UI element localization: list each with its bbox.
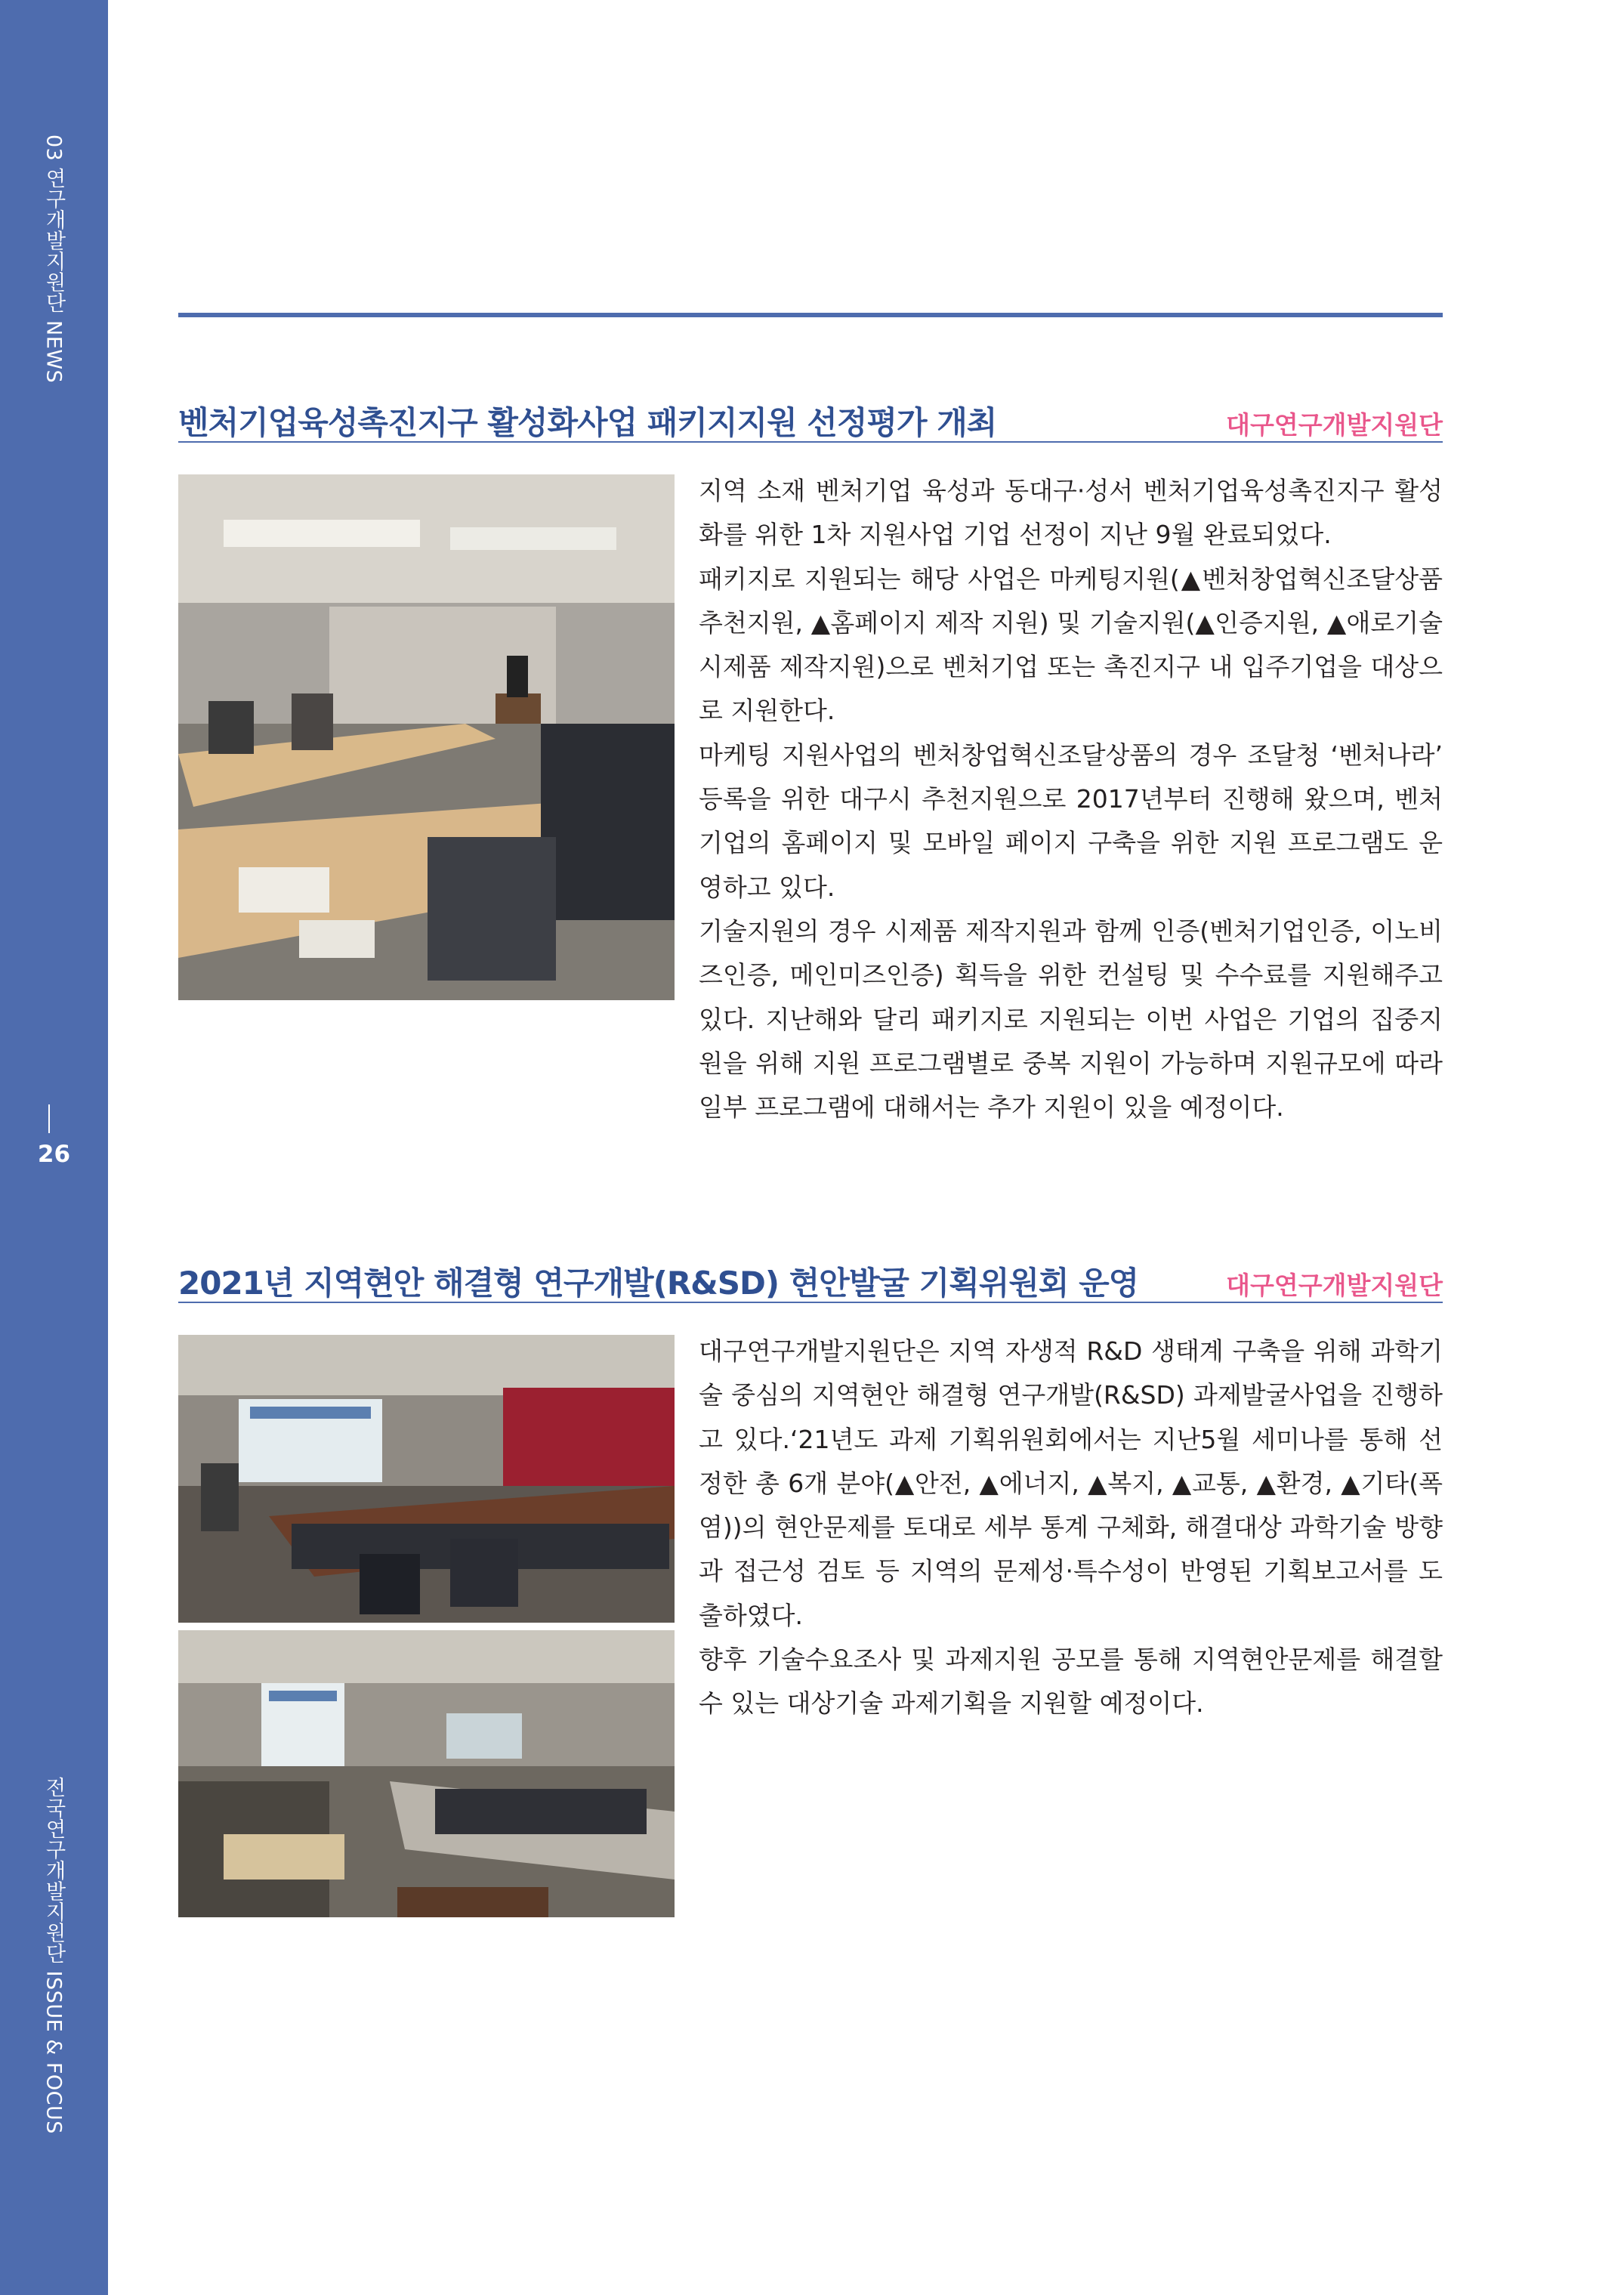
section-1-org: 대구연구개발지원단 xyxy=(1226,410,1443,440)
section-2-paragraph: 향후 기술수요조사 및 과제지원 공모를 통해 지역현안문제를 해결할 수 있는 대상기술 과제기획을 지원할 예정이다. xyxy=(699,1645,1443,1719)
sidebar xyxy=(0,0,108,2295)
section-1-paragraph: 기술지원의 경우 시제품 제작지원과 함께 인증(벤처기업인증, 이노비즈인증, 메인미즈인증) 획득을 위한 컨설팅 및 수수료를 지원해주고 있다. 지난해와 달리 패키지로 지원되는 이번 사업은 기업의 집중지원을 위해 지원 프로그램별로 중복 지원이 가능하며 지원규모에 따라 일부 프로그램에 대해서는 추가 지원이 있을 예정이다. xyxy=(699,916,1443,1123)
section-1-title-rule xyxy=(178,441,1443,443)
section-1-paragraph: 마케팅 지원사업의 벤처창업혁신조달상품의 경우 조달청 ‘벤처나라’ 등록을 위한 대구시 추천지원으로 2017년부터 진행해 왔으며, 벤처기업의 홈페이지 및 모바일 페이지 구축을 위한 지원 프로그램도 운영하고 있다. xyxy=(699,740,1443,902)
page-number: 26 xyxy=(37,1141,71,1168)
top-divider xyxy=(178,313,1443,317)
section-1-body xyxy=(699,469,1443,1129)
section-1-title: 벤처기업육성촉진지구 활성화사업 패키지지원 선정평가 개최 xyxy=(178,404,997,441)
sidebar-publication-label: 전국연구개발지원단 ISSUE & FOCUS xyxy=(42,1777,66,2134)
section-2-title: 2021년 지역현안 해결형 연구개발(R&SD) 현안발굴 기획위원회 운영 xyxy=(178,1265,1139,1302)
section-2-body xyxy=(699,1330,1443,1726)
sidebar-section-label: 03 연구개발지원단 NEWS xyxy=(42,134,66,384)
section-2-org: 대구연구개발지원단 xyxy=(1226,1271,1443,1300)
section-2-title-rule xyxy=(178,1302,1443,1303)
page-number-tick xyxy=(48,1104,50,1133)
section-2-photo-1 xyxy=(178,1335,675,1623)
section-1-paragraph: 패키지로 지원되는 해당 사업은 마케팅지원(▲벤처창업혁신조달상품 추천지원, ▲홈페이지 제작 지원) 및 기술지원(▲인증지원, ▲애로기술 시제품 제작지원)으로 벤처기업 또는 촉진지구 내 입주기업을 대상으로 지원한다. xyxy=(699,564,1443,726)
section-1-paragraph: 지역 소재 벤처기업 육성과 동대구·성서 벤처기업육성촉진지구 활성화를 위한 1차 지원사업 기업 선정이 지난 9월 완료되었다. xyxy=(699,476,1443,550)
section-2-paragraph: 대구연구개발지원단은 지역 자생적 R&D 생태계 구축을 위해 과학기술 중심의 지역현안 해결형 연구개발(R&SD) 과제발굴사업을 진행하고 있다.‘21년도 과제 기획위원회에서는 지난5월 세미나를 통해 선정한 총 6개 분야(▲안전, ▲에너지, ▲복지, ▲교통, ▲환경, ▲기타(폭염))의 현안문제를 토대로 세부 통계 구체화, 해결대상 과학기술 방향과 접근성 검토 등 지역의 문제성·특수성이 반영된 기획보고서를 도출하였다. xyxy=(699,1336,1443,1630)
section-2-photo-2 xyxy=(178,1630,675,1917)
section-1-photo xyxy=(178,474,675,1000)
